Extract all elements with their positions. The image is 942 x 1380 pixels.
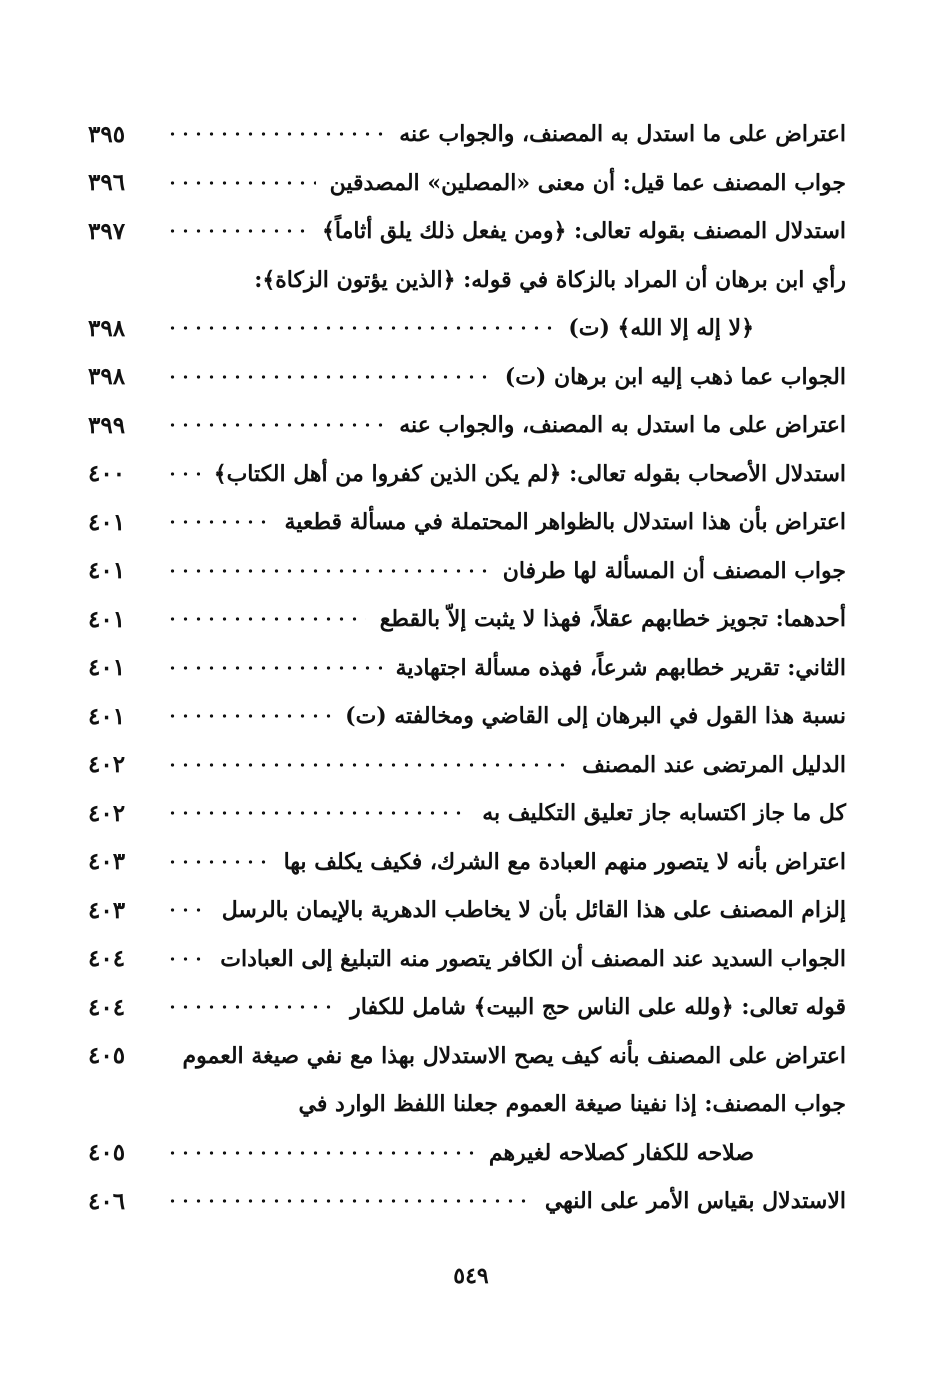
entry-page-number: ٤٠١ [88,654,126,682]
dot-leader [166,665,382,671]
entry-title: جواب المصنف: إذا نفينا صيغة العموم جعلنا اللفظ الوارد في [298,1091,846,1118]
entry-title: الجواب عما ذهب إليه ابن برهان (ت) [504,363,846,390]
dot-leader [166,907,208,913]
toc-entry [88,741,846,790]
entry-page-number: ٣٩٨ [88,363,126,391]
dot-leader [166,228,308,234]
entry-title: استدلال الأصحاب بقوله تعالى: ﴿لم يكن الذين كفروا من أهل الكتاب﴾ [213,460,846,487]
entry-page-number: ٤٠٤ [88,945,126,973]
dot-leader [166,859,270,865]
toc-entry [88,935,846,984]
dot-leader [166,713,331,719]
toc-entry [88,983,846,1032]
dot-leader [166,568,489,574]
entry-page-number: ٤٠١ [88,605,126,633]
page-number: ٥٤٩ [453,1263,489,1289]
entry-page-number: ٤٠٣ [88,848,126,876]
entry-title: نسبة هذا القول في البرهان إلى القاضي ومخالفته (ت) [345,703,846,730]
entry-title: اعتراض بأنه لا يتصور منهم العبادة مع الشرك، فكيف يكلف بها [283,848,846,875]
toc-entry [88,304,846,353]
entry-title: قوله تعالى: ﴿ولله على الناس حج البيت﴾ شامل للكفار [350,994,846,1021]
dot-leader [166,519,270,525]
toc-entry [88,256,846,305]
dot-leader [166,471,200,477]
entry-title: إلزام المصنف على هذا القائل بأن لا يخاطب الدهرية بالإيمان بالرسل [221,897,846,924]
toc-entry [88,1129,846,1178]
entry-title: اعتراض بأن هذا استدلال بالظواهر المحتملة في مسألة قطعية [284,509,846,536]
toc-entry [88,498,846,547]
toc-entry [88,110,846,159]
dot-leader [166,616,366,622]
entry-title: اعتراض على المصنف بأنه كيف يصح الاستدلال بهذا مع نفي صيغة العموم [182,1042,846,1069]
dot-leader [166,374,491,380]
entry-page-number: ٤٠٦ [88,1187,126,1215]
toc-entry [88,886,846,935]
entry-page-number: ٤٠٢ [88,799,126,827]
dot-leader [166,422,385,428]
toc-entry [88,1177,846,1226]
entry-page-number: ٣٩٩ [88,411,126,439]
dot-leader [166,1004,336,1010]
entry-title: جواب المصنف عما قيل: أن معنى «المصلين» المصدقين [329,169,846,196]
dot-leader [166,1053,169,1059]
entry-title: كل ما جاز اكتسابه جاز تعليق التكليف به [482,800,846,827]
entry-title: الدليل المرتضى عند المصنف [582,751,846,778]
dot-leader [166,131,385,137]
table-of-contents [88,110,846,1226]
entry-page-number: ٤٠٠ [88,460,126,488]
toc-entry [88,1080,846,1129]
toc-entry [88,159,846,208]
entry-page-number: ٣٩٥ [88,120,126,148]
entry-title: صلاحه للكفار كصلاحه لغيرهم [488,1139,754,1166]
entry-page-number: ٣٩٨ [88,314,126,342]
entry-title: ﴿لا إله إلا الله﴾ (ت) [568,315,754,342]
toc-entry [88,595,846,644]
toc-entry [88,644,846,693]
entry-page-number: ٣٩٧ [88,217,126,245]
entry-title: جواب المصنف أن المسألة لها طرفان [502,557,846,584]
entry-page-number: ٤٠٢ [88,751,126,779]
toc-entry [88,450,846,499]
dot-leader [166,956,206,962]
entry-page-number: ٤٠٣ [88,896,126,924]
toc-entry [88,1032,846,1081]
dot-leader [166,180,316,186]
entry-title: استدلال المصنف بقوله تعالى: ﴿ومن يفعل ذلك يلق أثاماً﴾ [322,218,846,245]
entry-page-number: ٤٠٤ [88,993,126,1021]
entry-title: الجواب السديد عند المصنف أن الكافر يتصور منه التبليغ إلى العبادات [220,945,846,972]
entry-title: اعتراض على ما استدل به المصنف، والجواب عنه [399,121,846,148]
toc-entry [88,547,846,596]
dot-leader [166,1150,475,1156]
dot-leader [166,762,568,768]
toc-entry [88,207,846,256]
toc-entry [88,789,846,838]
dot-leader [166,810,468,816]
dot-leader [166,1198,531,1204]
toc-entry [88,401,846,450]
entry-page-number: ٣٩٦ [88,169,126,197]
entry-title: اعتراض على ما استدل به المصنف، والجواب عنه [399,412,846,439]
toc-entry [88,692,846,741]
entry-page-number: ٤٠١ [88,508,126,536]
entry-page-number: ٤٠٥ [88,1042,126,1070]
entry-title: الاستدلال بقياس الأمر على النهي [544,1188,846,1215]
entry-page-number: ٤٠١ [88,557,126,585]
entry-title: رأي ابن برهان أن المراد بالزكاة في قوله: ﴿الذين يؤتون الزكاة﴾: [254,266,846,293]
toc-entry [88,353,846,402]
entry-page-number: ٤٠١ [88,702,126,730]
entry-title: أحدهما: تجويز خطابهم عقلاً، فهذا لا يثبت إلاّ بالقطع [379,606,846,633]
entry-title: الثاني: تقرير خطابهم شرعاً، فهذه مسألة اجتهادية [395,654,846,681]
entry-page-number: ٤٠٥ [88,1139,126,1167]
toc-entry [88,838,846,887]
dot-leader [166,325,554,331]
